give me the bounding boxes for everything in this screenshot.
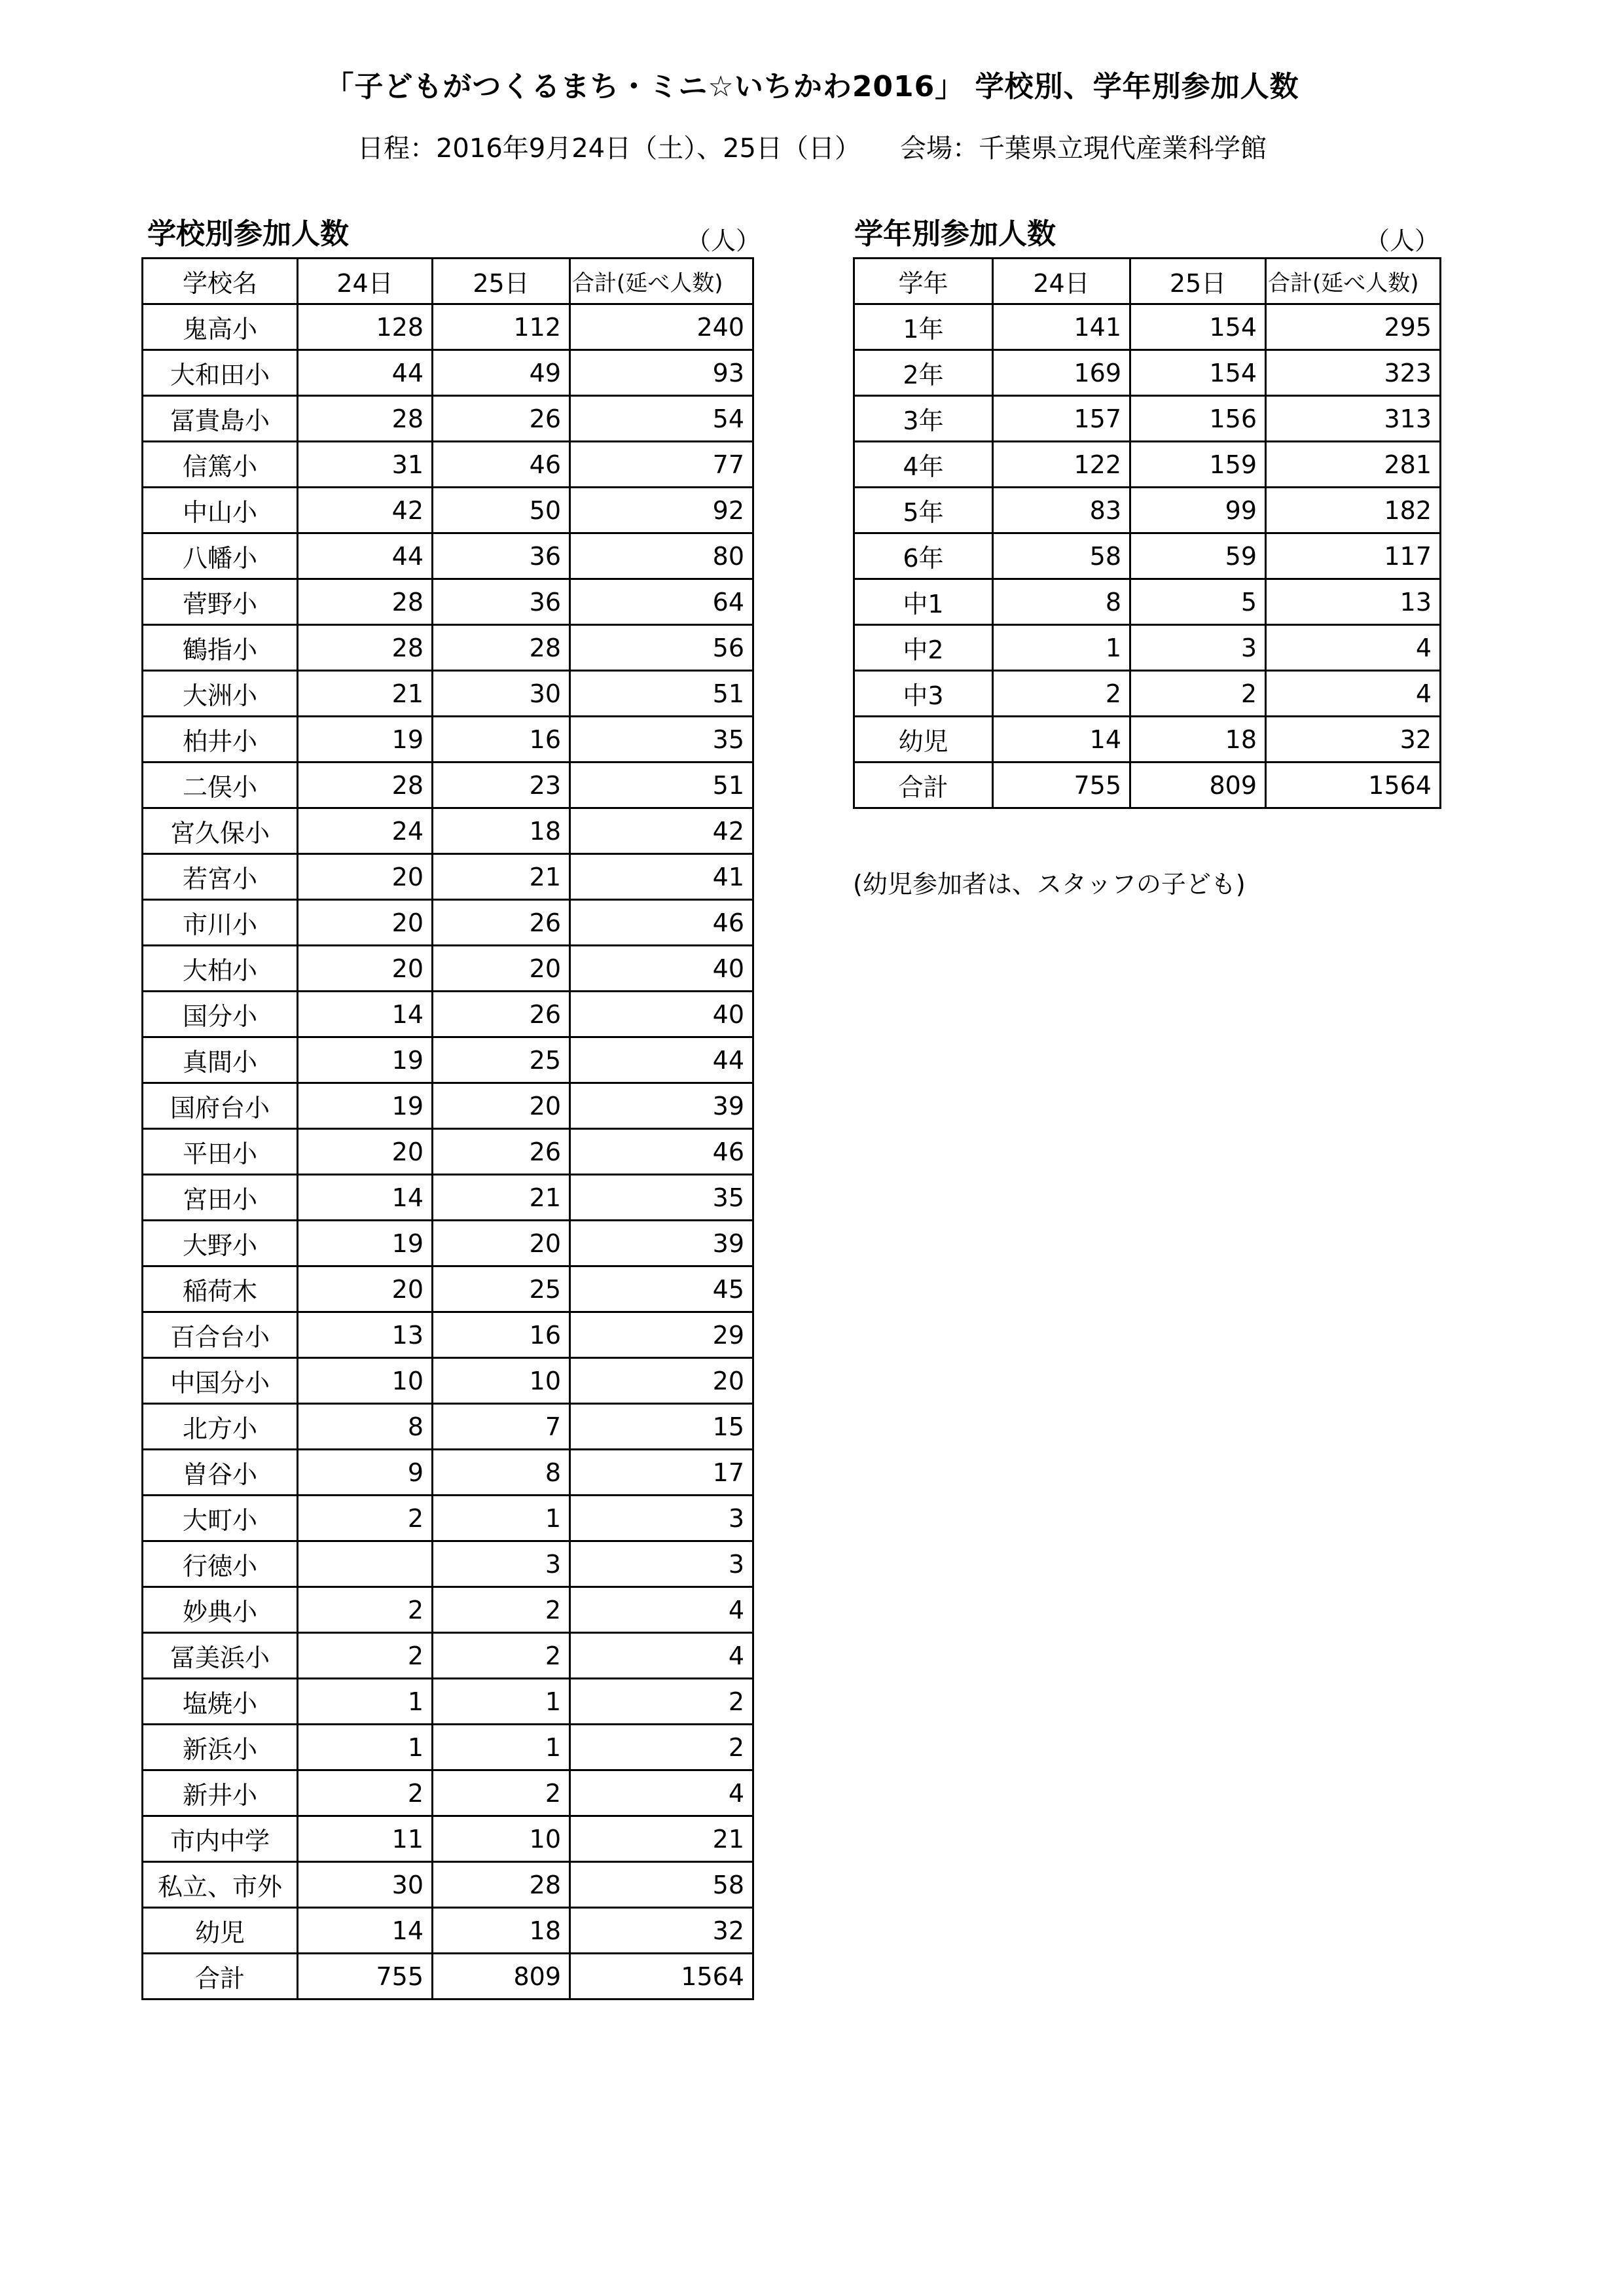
total-cell: 4 bbox=[570, 1587, 753, 1633]
row-label: 4年 bbox=[854, 442, 993, 488]
total-cell: 1564 bbox=[570, 1954, 753, 2000]
day25-cell: 809 bbox=[433, 1954, 570, 2000]
table-row bbox=[854, 442, 1441, 488]
row-label: 宮久保小 bbox=[143, 808, 298, 854]
total-cell: 35 bbox=[570, 717, 753, 762]
day25-cell: 159 bbox=[1130, 442, 1266, 488]
row-label: 行徳小 bbox=[143, 1541, 298, 1587]
row-label: 真間小 bbox=[143, 1037, 298, 1083]
day25-cell: 8 bbox=[433, 1450, 570, 1496]
table-row bbox=[143, 946, 753, 992]
day25-cell: 112 bbox=[433, 304, 570, 350]
day25-cell: 18 bbox=[1130, 717, 1266, 762]
header-day25: 25日 bbox=[433, 259, 570, 304]
table-row bbox=[143, 533, 753, 579]
day25-cell: 50 bbox=[433, 488, 570, 533]
total-cell: 46 bbox=[570, 1129, 753, 1175]
row-label: 大和田小 bbox=[143, 350, 298, 396]
table-row bbox=[143, 1816, 753, 1862]
day25-cell: 46 bbox=[433, 442, 570, 488]
row-label: 妙典小 bbox=[143, 1587, 298, 1633]
grade-unit-label: （人） bbox=[1365, 226, 1440, 255]
total-cell: 32 bbox=[570, 1908, 753, 1954]
table-row bbox=[143, 1770, 753, 1816]
day24-cell: 20 bbox=[298, 854, 433, 900]
table-row bbox=[854, 304, 1441, 350]
day25-cell: 30 bbox=[433, 671, 570, 717]
row-label: 若宮小 bbox=[143, 854, 298, 900]
day25-cell: 10 bbox=[433, 1358, 570, 1404]
row-label: 国分小 bbox=[143, 992, 298, 1037]
day25-cell: 3 bbox=[433, 1541, 570, 1587]
row-label: 合計 bbox=[854, 762, 993, 808]
header-school-name: 学校名 bbox=[143, 259, 298, 304]
table-row bbox=[143, 762, 753, 808]
day25-cell: 21 bbox=[433, 1175, 570, 1221]
total-cell: 80 bbox=[570, 533, 753, 579]
day25-cell: 7 bbox=[433, 1404, 570, 1450]
day24-cell: 31 bbox=[298, 442, 433, 488]
total-cell: 240 bbox=[570, 304, 753, 350]
day24-cell: 19 bbox=[298, 717, 433, 762]
total-cell: 4 bbox=[1266, 671, 1441, 717]
table-row bbox=[143, 992, 753, 1037]
day24-cell: 141 bbox=[993, 304, 1130, 350]
school-unit-label: （人） bbox=[686, 226, 761, 255]
day24-cell: 19 bbox=[298, 1221, 433, 1266]
day25-cell: 2 bbox=[433, 1587, 570, 1633]
row-label: 冨美浜小 bbox=[143, 1633, 298, 1679]
table-row bbox=[143, 1358, 753, 1404]
day24-cell: 8 bbox=[298, 1404, 433, 1450]
total-cell: 295 bbox=[1266, 304, 1441, 350]
total-cell: 45 bbox=[570, 1266, 753, 1312]
day25-cell: 26 bbox=[433, 992, 570, 1037]
total-cell: 13 bbox=[1266, 579, 1441, 625]
total-cell: 42 bbox=[570, 808, 753, 854]
table-row bbox=[143, 1725, 753, 1770]
row-label: 百合台小 bbox=[143, 1312, 298, 1358]
day25-cell: 10 bbox=[433, 1816, 570, 1862]
day25-cell: 28 bbox=[433, 625, 570, 671]
total-cell: 77 bbox=[570, 442, 753, 488]
day25-cell: 154 bbox=[1130, 350, 1266, 396]
header-total: 合計(延べ人数) bbox=[570, 259, 753, 304]
day24-cell: 28 bbox=[298, 396, 433, 442]
total-cell: 29 bbox=[570, 1312, 753, 1358]
day25-cell: 16 bbox=[433, 1312, 570, 1358]
row-label: 二俣小 bbox=[143, 762, 298, 808]
day24-cell: 10 bbox=[298, 1358, 433, 1404]
day25-cell: 1 bbox=[433, 1725, 570, 1770]
day24-cell: 42 bbox=[298, 488, 433, 533]
table-row bbox=[143, 1541, 753, 1587]
day24-cell bbox=[298, 1541, 433, 1587]
total-cell: 54 bbox=[570, 396, 753, 442]
table-row bbox=[143, 1129, 753, 1175]
total-cell: 17 bbox=[570, 1450, 753, 1496]
total-cell: 281 bbox=[1266, 442, 1441, 488]
day25-cell: 28 bbox=[433, 1862, 570, 1908]
row-label: 私立、市外 bbox=[143, 1862, 298, 1908]
document-title: 「子どもがつくるまち・ミニ☆いちかわ2016」 学校別、学年別参加人数 bbox=[325, 70, 1299, 103]
table-row bbox=[143, 579, 753, 625]
table-row bbox=[143, 854, 753, 900]
day24-cell: 1 bbox=[993, 625, 1130, 671]
day24-cell: 11 bbox=[298, 1816, 433, 1862]
day24-cell: 20 bbox=[298, 900, 433, 946]
total-cell: 51 bbox=[570, 762, 753, 808]
table-row bbox=[143, 396, 753, 442]
day24-cell: 8 bbox=[993, 579, 1130, 625]
table-row bbox=[143, 1587, 753, 1633]
table-row bbox=[143, 1312, 753, 1358]
day24-cell: 755 bbox=[298, 1954, 433, 2000]
total-cell: 46 bbox=[570, 900, 753, 946]
total-cell: 4 bbox=[570, 1770, 753, 1816]
row-label: 新井小 bbox=[143, 1770, 298, 1816]
header-grade: 学年 bbox=[854, 259, 993, 304]
row-label: 菅野小 bbox=[143, 579, 298, 625]
total-cell: 4 bbox=[1266, 625, 1441, 671]
day25-cell: 25 bbox=[433, 1266, 570, 1312]
row-label: 2年 bbox=[854, 350, 993, 396]
day24-cell: 122 bbox=[993, 442, 1130, 488]
total-cell: 44 bbox=[570, 1037, 753, 1083]
day24-cell: 28 bbox=[298, 579, 433, 625]
day25-cell: 2 bbox=[433, 1770, 570, 1816]
table-row bbox=[854, 671, 1441, 717]
row-label: 中1 bbox=[854, 579, 993, 625]
row-label: 国府台小 bbox=[143, 1083, 298, 1129]
total-cell: 182 bbox=[1266, 488, 1441, 533]
table-row bbox=[143, 1037, 753, 1083]
header-day24: 24日 bbox=[993, 259, 1130, 304]
day25-cell: 5 bbox=[1130, 579, 1266, 625]
row-label: 八幡小 bbox=[143, 533, 298, 579]
table-row bbox=[143, 1633, 753, 1679]
day24-cell: 24 bbox=[298, 808, 433, 854]
table-row bbox=[143, 1175, 753, 1221]
day25-cell: 1 bbox=[433, 1679, 570, 1725]
day24-cell: 13 bbox=[298, 1312, 433, 1358]
day24-cell: 58 bbox=[993, 533, 1130, 579]
school-section-title: 学校別参加人数 bbox=[147, 217, 349, 251]
row-label: 曽谷小 bbox=[143, 1450, 298, 1496]
total-cell: 3 bbox=[570, 1496, 753, 1541]
row-label: 中2 bbox=[854, 625, 993, 671]
total-cell: 313 bbox=[1266, 396, 1441, 442]
day24-cell: 1 bbox=[298, 1679, 433, 1725]
total-cell: 4 bbox=[570, 1633, 753, 1679]
total-cell: 3 bbox=[570, 1541, 753, 1587]
day24-cell: 19 bbox=[298, 1083, 433, 1129]
total-cell: 2 bbox=[570, 1679, 753, 1725]
day24-cell: 14 bbox=[298, 1175, 433, 1221]
total-cell: 39 bbox=[570, 1083, 753, 1129]
day24-cell: 2 bbox=[298, 1633, 433, 1679]
total-cell: 20 bbox=[570, 1358, 753, 1404]
total-cell: 93 bbox=[570, 350, 753, 396]
day24-cell: 44 bbox=[298, 533, 433, 579]
row-label: 中3 bbox=[854, 671, 993, 717]
row-label: 市内中学 bbox=[143, 1816, 298, 1862]
total-cell: 64 bbox=[570, 579, 753, 625]
day24-cell: 20 bbox=[298, 1266, 433, 1312]
day24-cell: 30 bbox=[298, 1862, 433, 1908]
total-cell: 35 bbox=[570, 1175, 753, 1221]
row-label: 合計 bbox=[143, 1954, 298, 2000]
row-label: 北方小 bbox=[143, 1404, 298, 1450]
day24-cell: 9 bbox=[298, 1450, 433, 1496]
row-label: 5年 bbox=[854, 488, 993, 533]
header-total: 合計(延べ人数) bbox=[1266, 259, 1441, 304]
table-row bbox=[143, 808, 753, 854]
table-row bbox=[854, 717, 1441, 762]
row-label: 柏井小 bbox=[143, 717, 298, 762]
row-label: 幼児 bbox=[854, 717, 993, 762]
row-label: 鶴指小 bbox=[143, 625, 298, 671]
total-cell: 2 bbox=[570, 1725, 753, 1770]
table-row bbox=[143, 304, 753, 350]
row-label: 3年 bbox=[854, 396, 993, 442]
row-label: 鬼高小 bbox=[143, 304, 298, 350]
day25-cell: 26 bbox=[433, 900, 570, 946]
table-row bbox=[143, 442, 753, 488]
day25-cell: 20 bbox=[433, 1083, 570, 1129]
day24-cell: 28 bbox=[298, 625, 433, 671]
row-label: 稲荷木 bbox=[143, 1266, 298, 1312]
day25-cell: 20 bbox=[433, 1221, 570, 1266]
table-row bbox=[143, 1221, 753, 1266]
day24-cell: 755 bbox=[993, 762, 1130, 808]
day25-cell: 16 bbox=[433, 717, 570, 762]
day25-cell: 26 bbox=[433, 396, 570, 442]
total-cell: 15 bbox=[570, 1404, 753, 1450]
day24-cell: 2 bbox=[298, 1770, 433, 1816]
day24-cell: 14 bbox=[298, 992, 433, 1037]
infant-note: (幼児参加者は、スタッフの子ども) bbox=[853, 870, 1246, 899]
total-cell: 39 bbox=[570, 1221, 753, 1266]
row-label: 平田小 bbox=[143, 1129, 298, 1175]
header-day24: 24日 bbox=[298, 259, 433, 304]
day25-cell: 26 bbox=[433, 1129, 570, 1175]
table-header-row bbox=[143, 259, 753, 304]
table-row bbox=[143, 717, 753, 762]
day25-cell: 21 bbox=[433, 854, 570, 900]
row-label: 信篤小 bbox=[143, 442, 298, 488]
day25-cell: 49 bbox=[433, 350, 570, 396]
day24-cell: 21 bbox=[298, 671, 433, 717]
day25-cell: 20 bbox=[433, 946, 570, 992]
row-label: 6年 bbox=[854, 533, 993, 579]
school-participants-table bbox=[141, 257, 754, 2000]
table-row bbox=[143, 1450, 753, 1496]
day25-cell: 809 bbox=[1130, 762, 1266, 808]
table-row bbox=[854, 488, 1441, 533]
total-cell: 32 bbox=[1266, 717, 1441, 762]
day24-cell: 14 bbox=[298, 1908, 433, 1954]
day24-cell: 20 bbox=[298, 1129, 433, 1175]
day24-cell: 128 bbox=[298, 304, 433, 350]
table-row bbox=[854, 762, 1441, 808]
table-row bbox=[143, 671, 753, 717]
day25-cell: 99 bbox=[1130, 488, 1266, 533]
day25-cell: 36 bbox=[433, 579, 570, 625]
day25-cell: 25 bbox=[433, 1037, 570, 1083]
day24-cell: 2 bbox=[298, 1496, 433, 1541]
row-label: 中国分小 bbox=[143, 1358, 298, 1404]
row-label: 1年 bbox=[854, 304, 993, 350]
row-label: 大野小 bbox=[143, 1221, 298, 1266]
day24-cell: 83 bbox=[993, 488, 1130, 533]
day24-cell: 2 bbox=[298, 1587, 433, 1633]
table-row bbox=[854, 579, 1441, 625]
total-cell: 21 bbox=[570, 1816, 753, 1862]
table-row bbox=[143, 1496, 753, 1541]
day25-cell: 2 bbox=[433, 1633, 570, 1679]
row-label: 大洲小 bbox=[143, 671, 298, 717]
day24-cell: 20 bbox=[298, 946, 433, 992]
table-row bbox=[143, 1083, 753, 1129]
table-header-row bbox=[854, 259, 1441, 304]
day25-cell: 18 bbox=[433, 1908, 570, 1954]
table-row bbox=[854, 533, 1441, 579]
total-cell: 92 bbox=[570, 488, 753, 533]
table-row bbox=[143, 1266, 753, 1312]
day25-cell: 18 bbox=[433, 808, 570, 854]
row-label: 幼児 bbox=[143, 1908, 298, 1954]
total-cell: 323 bbox=[1266, 350, 1441, 396]
day24-cell: 28 bbox=[298, 762, 433, 808]
table-row bbox=[854, 396, 1441, 442]
day24-cell: 169 bbox=[993, 350, 1130, 396]
day25-cell: 2 bbox=[1130, 671, 1266, 717]
row-label: 塩焼小 bbox=[143, 1679, 298, 1725]
table-row bbox=[143, 350, 753, 396]
table-row bbox=[143, 900, 753, 946]
row-label: 大町小 bbox=[143, 1496, 298, 1541]
total-cell: 40 bbox=[570, 946, 753, 992]
day24-cell: 44 bbox=[298, 350, 433, 396]
total-cell: 58 bbox=[570, 1862, 753, 1908]
header-day25: 25日 bbox=[1130, 259, 1266, 304]
day24-cell: 2 bbox=[993, 671, 1130, 717]
table-row bbox=[143, 1862, 753, 1908]
day24-cell: 1 bbox=[298, 1725, 433, 1770]
day24-cell: 14 bbox=[993, 717, 1130, 762]
day25-cell: 36 bbox=[433, 533, 570, 579]
table-row bbox=[143, 1679, 753, 1725]
day25-cell: 3 bbox=[1130, 625, 1266, 671]
total-cell: 56 bbox=[570, 625, 753, 671]
total-cell: 41 bbox=[570, 854, 753, 900]
row-label: 中山小 bbox=[143, 488, 298, 533]
total-cell: 117 bbox=[1266, 533, 1441, 579]
table-row bbox=[143, 1908, 753, 1954]
day25-cell: 1 bbox=[433, 1496, 570, 1541]
table-row bbox=[143, 1404, 753, 1450]
grade-section-title: 学年別参加人数 bbox=[854, 217, 1056, 251]
row-label: 宮田小 bbox=[143, 1175, 298, 1221]
day25-cell: 59 bbox=[1130, 533, 1266, 579]
table-row bbox=[143, 625, 753, 671]
day25-cell: 154 bbox=[1130, 304, 1266, 350]
table-row bbox=[143, 1954, 753, 2000]
grade-participants-table bbox=[853, 257, 1441, 809]
day24-cell: 19 bbox=[298, 1037, 433, 1083]
table-row bbox=[143, 488, 753, 533]
table-row bbox=[854, 350, 1441, 396]
total-cell: 1564 bbox=[1266, 762, 1441, 808]
schedule-venue-line: 日程：2016年9月24日（土）、25日（日） 会場：千葉県立現代産業科学館 bbox=[357, 134, 1267, 164]
total-cell: 40 bbox=[570, 992, 753, 1037]
day24-cell: 157 bbox=[993, 396, 1130, 442]
day25-cell: 23 bbox=[433, 762, 570, 808]
row-label: 新浜小 bbox=[143, 1725, 298, 1770]
row-label: 冨貴島小 bbox=[143, 396, 298, 442]
row-label: 市川小 bbox=[143, 900, 298, 946]
table-row bbox=[854, 625, 1441, 671]
total-cell: 51 bbox=[570, 671, 753, 717]
day25-cell: 156 bbox=[1130, 396, 1266, 442]
row-label: 大柏小 bbox=[143, 946, 298, 992]
